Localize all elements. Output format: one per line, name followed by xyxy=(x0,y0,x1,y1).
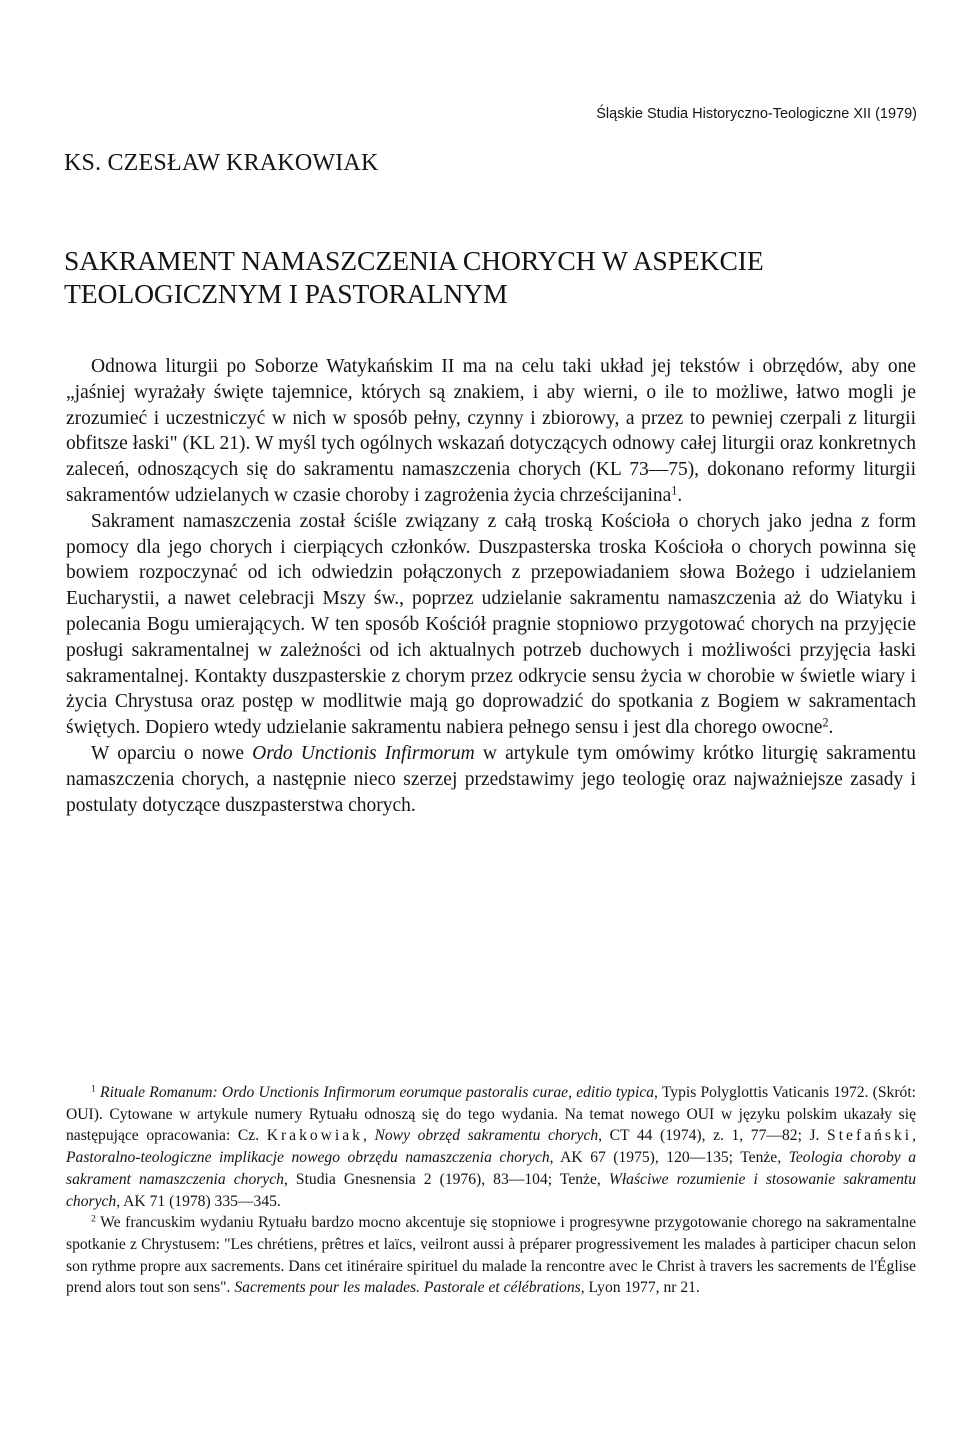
footnote-1-e: Nowy obrzęd sakramentu chorych xyxy=(374,1127,599,1145)
paragraph-2-end: . xyxy=(828,717,834,739)
footnote-2-a: We francuskim wydaniu Rytuału bardzo mocno akcentuje się stopniowe i progresywne przygotowanie chorego na sakramentalne spotkanie z Chrystusem: "Les chrétiens, prêtres et laïcs, veilront aussi à préparer progressivement les malades à participer chacun selon son rythme propre aux sacrements. Dans cet itinéraire spirituel du malade la rencontre avec le Christ à travers les sacrements de l'Église prend alors tout son sens". xyxy=(66,1214,916,1297)
footnote-1-a: Rituale Romanum: Ordo Unctionis Infirmorum eorumque pastoralis curae, editio typica xyxy=(100,1084,655,1101)
footnote-1-j: , AK 67 (1975), 120—135; Tenże, xyxy=(549,1149,789,1167)
journal-header: Śląskie Studia Historyczno-Teologiczne XII (1979) xyxy=(596,106,917,122)
paragraph-3-a: W oparciu o nowe xyxy=(91,742,253,764)
title-line-1: SAKRAMENT NAMASZCZENIA CHORYCH W ASPEKCIE xyxy=(64,245,764,276)
footnote-1-k: Teologia choroby a sakrament namaszczenia chorych xyxy=(66,1149,916,1188)
footnote-1-mark: 1 xyxy=(91,1083,96,1095)
footnote-2-c: , Lyon 1977, nr 21. xyxy=(580,1279,700,1297)
paragraph-3 xyxy=(66,741,916,818)
paragraph-1-text: Odnowa liturgii po Soborze Watykańskim II ma na celu taki układ jej tekstów i obrzędów, aby one „jaśniej wyrażały święte tajemnice, których są znakiem, i aby wierni, o ile to możliwe, łatwo mogli je zrozumieć i uczestniczyć w nich w sposób pełny, czynny i zbiorowy, a przez to pewniej czerpali z liturgii obfitsze łaski" (KL 21). W myśl tych ogólnych wskazań dotyczących odnowy całej liturgii oraz konkretnych zaleceń, odnoszących się do sakramentu namaszczenia chorych (KL 73—75), dokonano reformy liturgii sakramentów udzielanych w czasie choroby i zagrożenia życia chrześcijanina xyxy=(66,356,916,506)
paragraph-2 xyxy=(66,509,916,741)
paragraph-2-text: Sakrament namaszczenia został ściśle związany z całą troską Kościoła o chorych jako jedna z form pomocy dla jego chorych i cierpiących członków. Duszpasterska troska Kościoła o chorych powinna się bowiem rozpoczynać od ich odwiedzin połączonych z przepowiadaniem słowa Bożego i udzielaniem Eucharystii, a nawet celebracji Mszy św., poprzez udzielanie sakramentu namaszczenia aż do Wiatyku i polecania Bogu umierających. W ten sposób Kościół pragnie stopniowo przygotować chorych na przyjęcie posługi sakramentalnej w zależności od ich aktualnych potrzeb duchowych i możliwości przyjęcia łaski sakramentalnej. Kontakty duszpasterskie z chorym przez odkrycie sensu życia w chorobie w świetle wiary i życia Chrystusa oraz postęp w modlitwie mają go doprowadzić do spotkania z Bogiem w sakramentach świętych. Dopiero wtedy udzielanie sakramentu nabiera pełnego sensu i jest dla chorego owocne xyxy=(66,510,916,739)
footnote-1 xyxy=(66,1082,916,1212)
footnotes xyxy=(66,1082,916,1299)
footnote-1-h: , xyxy=(912,1127,916,1145)
footnote-1-d: , xyxy=(362,1127,375,1145)
paragraph-3-italic: Ordo Unctionis Infirmorum xyxy=(252,742,475,764)
footnote-2-b: Sacrements pour les malades. Pastorale et célébrations xyxy=(234,1279,581,1297)
footnote-2 xyxy=(66,1212,916,1299)
footnote-ref-1: 1 xyxy=(671,483,678,498)
footnote-1-m: Właściwe rozumienie i stosowanie sakramentu chorych xyxy=(66,1170,916,1210)
article-body xyxy=(66,354,916,818)
footnote-2-mark: 2 xyxy=(91,1213,96,1225)
title-line-2: TEOLOGICZNYM I PASTORALNYM xyxy=(64,278,508,309)
footnote-1-l: , Studia Gnesnensia 2 (1976), 83—104; Tenże, xyxy=(283,1170,609,1188)
author-name: KS. CZESŁAW KRAKOWIAK xyxy=(64,150,379,176)
paragraph-3-b: w artykule tym omówimy krótko liturgię sakramentu namaszczenia chorych, a następnie nieco szerzej przedstawimy jego teologię oraz najważniejsze zasady i postulaty dotyczące duszpasterstwa chorych. xyxy=(66,742,917,816)
footnote-1-c: Krakowiak xyxy=(266,1127,363,1145)
footnote-1-f: , CT 44 (1974), z. 1, 77—82; J. xyxy=(598,1127,828,1145)
footnote-ref-2: 2 xyxy=(822,715,829,730)
paragraph-1 xyxy=(66,354,916,509)
paragraph-1-end: . xyxy=(677,484,683,506)
footnote-1-n: , AK 71 (1978) 335—345. xyxy=(116,1192,281,1210)
footnote-1-b: , Typis Polyglottis Vaticanis 1972. (Skrót: OUI). Cytowane w artykule numery Rytuału odnoszą się do tego wydania. Na temat nowego OUI w języku polskim ukazały się następujące opracowania: Cz. xyxy=(66,1084,916,1145)
footnote-1-i: Pastoralno-teologiczne implikacje nowego obrzędu namaszczenia chorych xyxy=(66,1149,550,1167)
footnote-1-g: Stefański xyxy=(827,1127,913,1145)
article-title xyxy=(64,244,934,310)
